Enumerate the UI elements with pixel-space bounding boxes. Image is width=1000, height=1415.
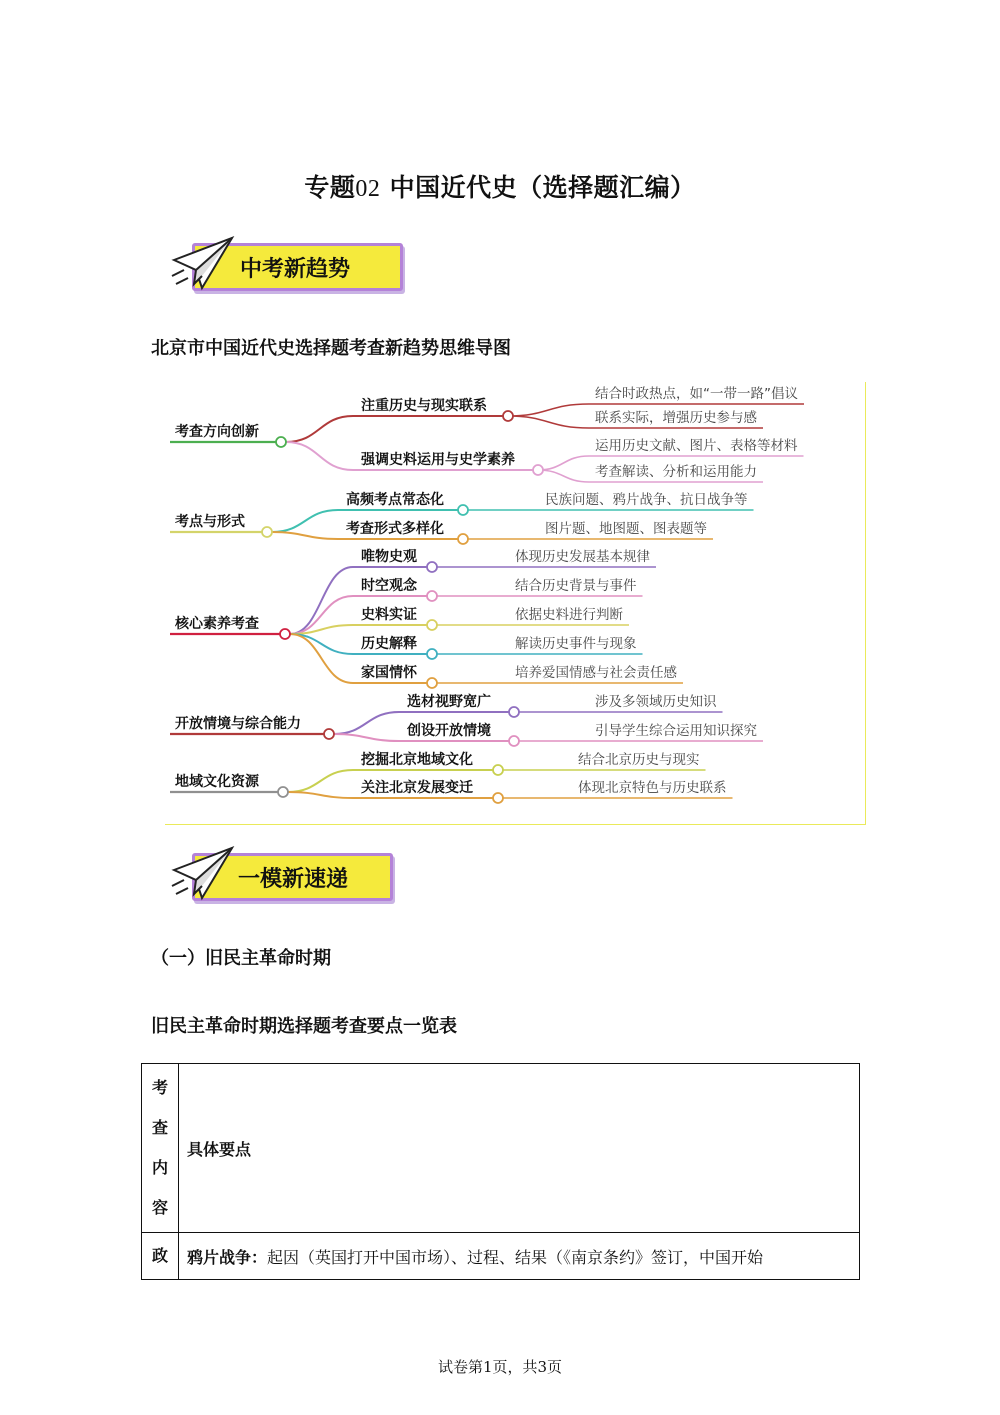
header-char: 容 bbox=[151, 1198, 168, 1217]
mindmap-subtopic: 创设开放情境 bbox=[407, 723, 491, 739]
mindmap-leaf: 依据史料进行判断 bbox=[515, 607, 623, 623]
mindmap-leaf: 引导学生综合运用知识探究 bbox=[595, 723, 757, 739]
mindmap-subtopic: 关注北京发展变迁 bbox=[361, 780, 473, 796]
row-category: 政 bbox=[142, 1233, 179, 1280]
header-char: 考 bbox=[151, 1078, 168, 1097]
mindmap-leaf: 图片题、地图题、图表题等 bbox=[545, 521, 707, 537]
row-detail: 起因（英国打开中国市场）、过程、结果（《南京条约》签订，中国开始 bbox=[267, 1247, 764, 1267]
mindmap-leaf: 运用历史文献、图片、表格等材料 bbox=[595, 438, 798, 454]
mindmap-subtopic: 唯物史观 bbox=[361, 549, 417, 565]
mindmap-leaf: 结合时政热点，如“一带一路”倡议 bbox=[595, 386, 798, 402]
mindmap-root-topic: 地域文化资源 bbox=[175, 774, 259, 790]
trend-banner bbox=[170, 236, 410, 296]
mindmap-leaf: 解读历史事件与现象 bbox=[515, 636, 637, 652]
page-title bbox=[0, 168, 1000, 204]
mindmap-subtopic: 强调史料运用与史学素养 bbox=[361, 452, 515, 468]
title-prefix: 专题 bbox=[304, 173, 356, 202]
mindmap-root-topic: 考查方向创新 bbox=[175, 424, 259, 440]
mindmap-leaf: 涉及多领域历史知识 bbox=[595, 694, 717, 710]
mindmap-subtopic: 考查形式多样化 bbox=[346, 521, 444, 537]
table-header-row bbox=[142, 1064, 860, 1233]
mindmap-leaf: 体现历史发展基本规律 bbox=[515, 549, 650, 565]
mindmap-root-topic: 考点与形式 bbox=[175, 514, 245, 530]
header-char: 查 bbox=[151, 1118, 168, 1137]
page-footer: 试卷第1页，共3页 bbox=[437, 1358, 563, 1376]
mindmap-leaf: 民族问题、鸦片战争、抗日战争等 bbox=[545, 492, 748, 508]
table-heading: 旧民主革命时期选择题考查要点一览表 bbox=[151, 1016, 457, 1037]
paper-plane-icon bbox=[170, 236, 240, 296]
keypoints-table bbox=[141, 1063, 860, 1280]
mindmap-subtopic: 家国情怀 bbox=[361, 665, 417, 681]
row-topic: 鸦片战争： bbox=[187, 1247, 268, 1267]
mindmap-root-topic: 开放情境与综合能力 bbox=[175, 716, 301, 732]
mindmap-subtopic: 选材视野宽广 bbox=[407, 694, 491, 710]
mock-banner bbox=[170, 846, 410, 906]
header-cell-points: 具体要点 bbox=[179, 1064, 860, 1233]
mindmap-leaf: 结合历史背景与事件 bbox=[515, 578, 637, 594]
title-number: 02 bbox=[355, 176, 381, 202]
mindmap-subtopic: 高频考点常态化 bbox=[346, 492, 444, 508]
table-row bbox=[142, 1233, 860, 1280]
mindmap-subtopic: 历史解释 bbox=[361, 636, 417, 652]
mindmap bbox=[165, 382, 866, 825]
mindmap-subtopic: 挖掘北京地域文化 bbox=[361, 752, 473, 768]
row-points bbox=[179, 1233, 860, 1280]
mindmap-subtopic: 时空观念 bbox=[361, 578, 417, 594]
mindmap-heading: 北京市中国近代史选择题考查新趋势思维导图 bbox=[151, 338, 511, 359]
mindmap-subtopic: 史料实证 bbox=[361, 607, 417, 623]
mindmap-leaf: 考查解读、分析和运用能力 bbox=[595, 464, 757, 480]
banner-label: 一模新速递 bbox=[238, 867, 349, 892]
mindmap-leaf: 结合北京历史与现实 bbox=[578, 752, 700, 768]
mindmap-leaf: 培养爱国情感与社会责任感 bbox=[515, 665, 677, 681]
banner-label: 中考新趋势 bbox=[240, 257, 351, 282]
period-heading: （一）旧民主革命时期 bbox=[151, 948, 331, 969]
mindmap-subtopic: 注重历史与现实联系 bbox=[361, 398, 487, 414]
mindmap-leaf: 联系实际，增强历史参与感 bbox=[595, 410, 757, 426]
mindmap-leaf: 体现北京特色与历史联系 bbox=[578, 780, 727, 796]
header-char: 内 bbox=[151, 1158, 168, 1177]
paper-plane-icon bbox=[170, 846, 240, 906]
header-cell-content bbox=[142, 1064, 179, 1233]
title-suffix: 中国近代史（选择题汇编） bbox=[380, 173, 696, 202]
mindmap-root-topic: 核心素养考查 bbox=[175, 616, 259, 632]
